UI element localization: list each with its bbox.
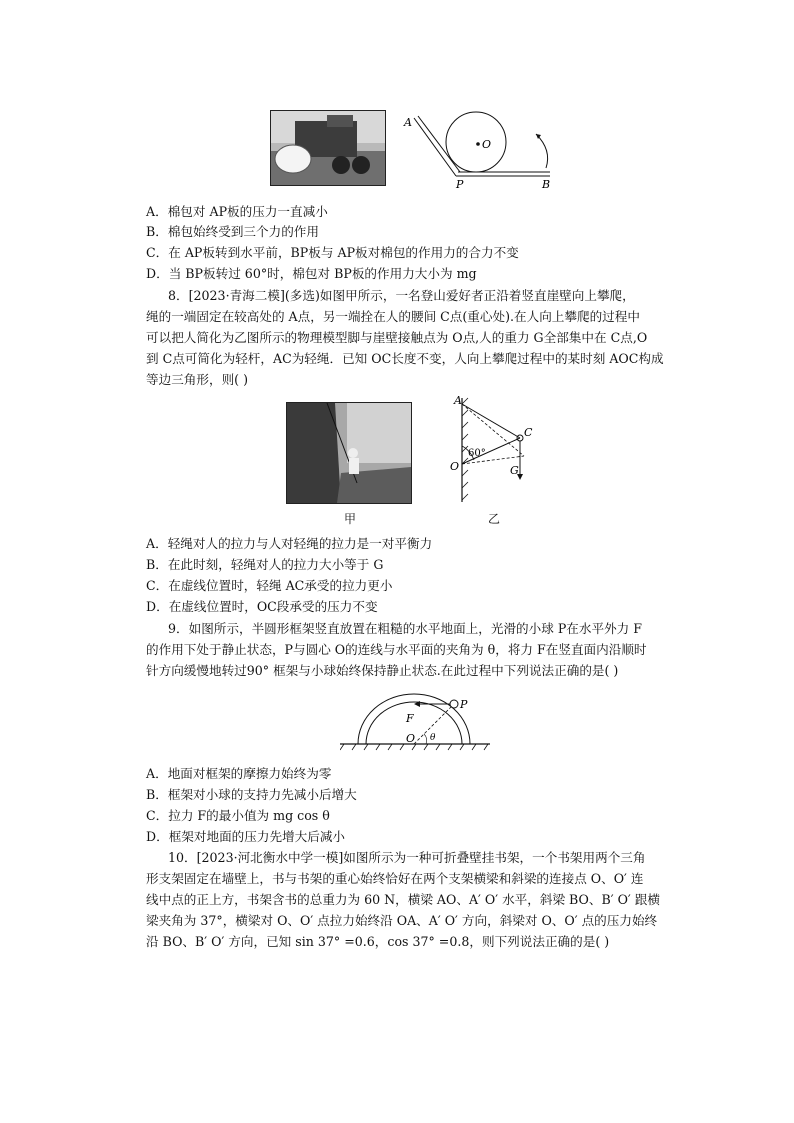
board-circle-diagram [400,104,560,190]
q8-line-1: 8．[2023·青海二模](多选)如图甲所示，一名登山爱好者正沿着竖直崖壁向上攀爬， [168,288,635,303]
q10-line-1: 10．[2023·河北衡水中学一模]如图所示为一种可折叠壁挂书架，一个书架用两个三角 [168,850,646,865]
q9-line-1: 9．如图所示，半圆形框架竖直放置在粗糙的水平地面上，光滑的小球 P在水平外力 F [168,621,643,636]
cotton-baler-photo [270,110,386,186]
label-g: G [510,464,519,477]
label-o: O [482,138,492,151]
q10-line-2: 形支架固定在墙壁上，书与书架的重心始终恰好在两个支架横梁和斜梁的连接点 O、O′ 连 [146,871,644,886]
q8-line-3: 可以把人简化为乙图所示的物理模型脚与崖壁接触点为 O点,人的重力 G全部集中在 C点,O [146,330,648,345]
cotton-baler-photo-art [271,111,385,185]
q7-option-a: A．棉包对 AP板的压力一直减小 [146,204,328,219]
label-b: B [542,178,551,190]
q8-option-c: C．在虚线位置时，轻绳 AC承受的拉力更小 [146,578,393,593]
caption-yi: 乙 [488,512,501,526]
q9-option-c: C．拉力 F的最小值为 mg cos θ [146,808,330,823]
q8-line-5: 等边三角形，则( ) [146,372,248,387]
q10-line-4: 梁夹角为 37°，横梁对 O、O′ 点拉力始终沿 OA、A′ O′ 方向，斜梁对 O、O′ 点的压力始终 [146,913,658,928]
label-60deg: 60° [468,448,486,459]
label-a: A [404,116,412,129]
label-theta: θ [430,733,436,743]
label-p2: P [460,698,468,711]
label-a2: A [454,394,462,407]
q7-option-d: D．当 BP板转过 60°时，棉包对 BP板的作用力大小为 mg [146,266,477,281]
q10-line-5: 沿 BO、B′ O′ 方向，已知 sin 37° =0.6，cos 37° =0.8，则下列说法正确的是( ) [146,934,610,949]
climber-photo [286,402,412,504]
q10-line-3: 线中点的正上方，书架含书的总重力为 60 N，横梁 AO、A′ O′ 水平，斜梁 BO、B′ O′ 跟横 [146,892,660,907]
label-p: P [456,178,464,190]
q8-option-a: A．轻绳对人的拉力与人对轻绳的拉力是一对平衡力 [146,536,433,551]
q9-option-a: A．地面对框架的摩擦力始终为零 [146,766,332,781]
q7-option-c: C．在 AP板转到水平前，BP板与 AP板对棉包的作用力的合力不变 [146,245,519,260]
q9-line-2: 的作用下处于静止状态，P与圆心 O的连线与水平面的夹角为 θ，将力 F在竖直面内沿顺时 [146,642,647,657]
q8-line-4: 到 C点可简化为轻杆，AC为轻绳．已知 OC长度不变，人向上攀爬过程中的某时刻 AOC构成 [146,351,664,366]
q9-line-3: 针方向缓慢地转过90° 框架与小球始终保持静止状态.在此过程中下列说法正确的是( ) [146,663,619,678]
q7-option-b: B．棉包始终受到三个力的作用 [146,224,319,239]
label-o3: O [406,732,416,745]
label-f: F [406,712,414,725]
semicircle-frame-diagram [340,686,490,756]
label-c: C [524,426,533,439]
climber-photo-art [287,403,411,503]
q9-option-b: B．框架对小球的支持力先减小后增大 [146,787,357,802]
q8-option-d: D．在虚线位置时，OC段承受的压力不变 [146,599,378,614]
q9-option-d: D．框架对地面的压力先增大后减小 [146,829,346,844]
q8-option-b: B．在此时刻，轻绳对人的拉力大小等于 G [146,557,384,572]
caption-jia: 甲 [344,512,357,526]
q8-line-2: 绳的一端固定在较高处的 A点，另一端拴在人的腰间 C点(重心处).在人向上攀爬的过程中 [146,309,640,324]
label-o2: O [450,460,460,473]
climber-force-diagram [448,394,548,506]
